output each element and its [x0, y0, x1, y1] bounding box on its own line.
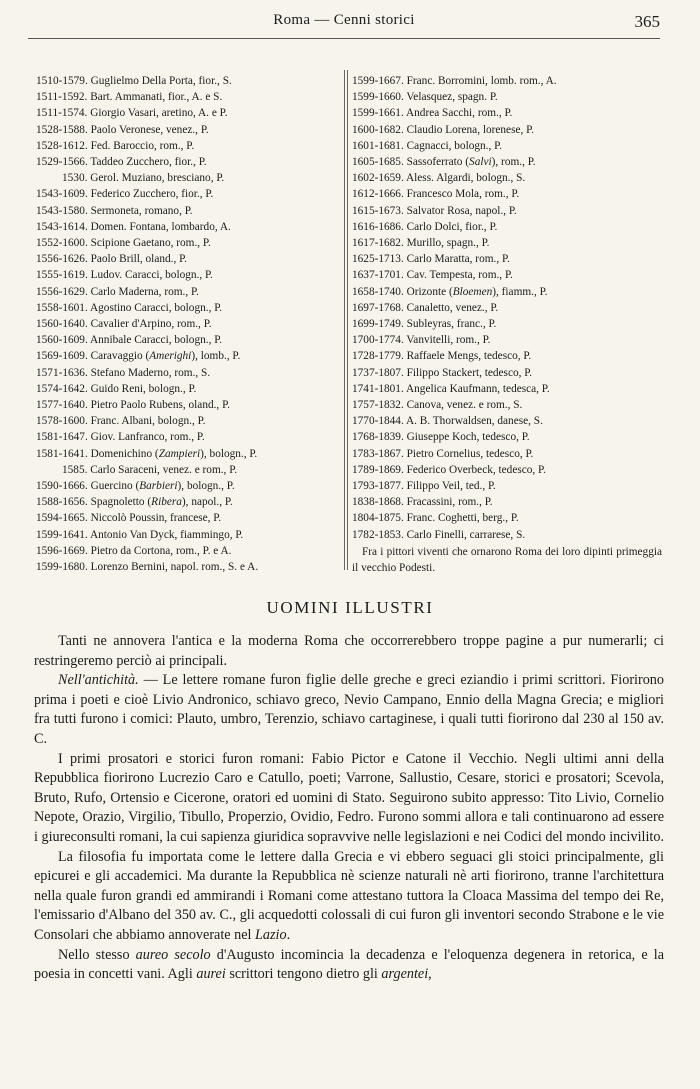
artist-entry	[352, 154, 662, 170]
artist-years: 1768-1839.	[352, 431, 404, 444]
artist-name: Ludov. Caracci, bologn., P.	[90, 269, 213, 282]
artist-years: 1556-1626.	[36, 253, 88, 266]
artist-name: Spagnoletto (Ribera), napol., P.	[90, 496, 233, 509]
artist-entry	[36, 267, 341, 283]
artist-name: Carlo Saraceni, venez. e rom., P.	[90, 463, 238, 476]
artist-entry	[36, 186, 341, 202]
artist-entry	[36, 348, 341, 364]
artist-entry	[36, 429, 341, 445]
artist-name: Sassoferrato (Salvi), rom., P.	[406, 156, 536, 169]
artist-entry	[36, 397, 341, 413]
artist-years: 1700-1774.	[352, 334, 404, 347]
artist-years: 1804-1875.	[352, 512, 404, 525]
paragraph: I primi prosatori e storici furon romani: Fabio Pictor e Catone il Vecchio. Negli ultimi anni della Repubblica fiorirono Lucrezio Caro e Catullo, poeti; Varrone, Sallustio, Cesare, storici e prosatori; Scevola, Bruto, Rufo, Ortensio e Cicerone, oratori ed uomini di Stato. Seguirono subito appresso: Tito Livio, Cornelio Nepote, Orazio, Virgilio, Tibullo, Properzio, Ovidio, Fedro. Furono sommi allora e tali continuarono ad essere i giureconsulti romani, la cui sapienza giuridica sopravvive nelle legislazioni e nei Codici del mondo incivilito.	[34, 750, 664, 845]
artist-years: 1757-1832.	[352, 399, 404, 412]
artist-name: Gerol. Muziano, bresciano, P.	[90, 172, 225, 185]
artist-name: Guercino (Barbieri), bologn., P.	[90, 480, 235, 493]
artist-years: 1599-1680.	[36, 561, 88, 574]
page-number: 365	[634, 12, 660, 31]
artist-entry	[352, 251, 662, 267]
artist-entry	[352, 73, 662, 89]
paragraph: Nell'antichità. — Le lettere romane furon figlie delle greche e greci eziandio i primi scrittori. Fiorirono prima i poeti e cioè Livio Andronico, schiavo greco, Nevio Campano, Ennio della Magna Grecia; e migliori fra tutti furono i comici: Plauto, umbro, Terenzio, schiavo cartaginese, i quali tutti fiorirono dal 230 al 150 av. C.	[34, 672, 664, 747]
artist-years: 1511-1592.	[36, 91, 88, 104]
artist-years: 1511-1574.	[36, 107, 88, 120]
artist-years: 1616-1686.	[352, 220, 404, 233]
artist-name: Francesco Mola, rom., P.	[406, 188, 520, 201]
artist-entry	[36, 219, 341, 235]
artist-years: 1615-1673.	[352, 204, 404, 217]
artist-name: Agostino Caracci, bologn., P.	[89, 301, 223, 314]
column-divider	[347, 70, 348, 570]
artist-name: Filippo Veil, ted., P.	[406, 480, 496, 493]
living-painters-note: Fra i pittori viventi che ornarono Roma dei loro dipinti primeggia il vecchio Podesti.	[352, 545, 662, 575]
artist-entry	[36, 381, 341, 397]
artist-name: Niccolò Poussin, francese, P.	[90, 512, 222, 525]
artist-name: Andrea Sacchi, rom., P.	[405, 107, 513, 120]
artist-years: 1528-1588.	[36, 123, 88, 136]
artist-name: Paolo Brill, oland., P.	[90, 253, 187, 266]
artist-years: 1581-1641.	[36, 447, 88, 460]
artist-years: 1793-1877.	[352, 480, 404, 493]
artist-entry	[352, 397, 662, 413]
artist-entry	[36, 527, 341, 543]
artist-years: 1658-1740.	[352, 285, 404, 298]
paragraph: Nello stesso aureo secolo d'Augusto incomincia la decadenza e l'eloquenza degenera in retorica, e la poesia in concetti vani. Agli aurei scrittori tengono dietro gli argentei,	[34, 946, 664, 983]
artist-name: Raffaele Mengs, tedesco, P.	[406, 350, 532, 363]
artist-entry	[36, 462, 341, 478]
artist-years: 1596-1669.	[36, 544, 88, 557]
artist-name: Pietro Paolo Rubens, oland., P.	[90, 399, 230, 412]
artist-entry	[36, 559, 341, 575]
artist-years: 1581-1647.	[36, 431, 88, 444]
artist-name: Giov. Lanfranco, rom., P.	[90, 431, 205, 444]
artist-years: 1552-1600.	[36, 237, 88, 250]
artist-name: Stefano Maderno, rom., S.	[90, 366, 211, 379]
artist-entry	[36, 543, 341, 559]
artist-name: Lorenzo Bernini, napol. rom., S. e A.	[90, 561, 259, 574]
artist-years: 1782-1853.	[352, 528, 404, 541]
artist-name: Filippo Stackert, tedesco, P.	[406, 366, 533, 379]
artist-years: 1602-1659.	[352, 172, 404, 185]
artist-entry	[352, 284, 662, 300]
artist-years: 1528-1612.	[36, 139, 88, 152]
artist-entry	[352, 446, 662, 462]
artist-years: 1770-1844.	[352, 415, 404, 428]
artist-name: Caravaggio (Amerighi), lomb., P.	[90, 350, 241, 363]
artist-entry	[352, 462, 662, 478]
artist-name: Annibale Caracci, bologn., P.	[89, 334, 223, 347]
artist-name: Canova, venez. e rom., S.	[406, 399, 523, 412]
artist-name: Bart. Ammanati, fior., A. e S.	[90, 91, 223, 104]
artist-entry	[352, 219, 662, 235]
artist-name: Cavalier d'Arpino, rom., P.	[90, 318, 212, 331]
artist-name: Franc. Borromini, lomb. rom., A.	[406, 75, 557, 87]
artist-name: Murillo, spagn., P.	[406, 237, 490, 250]
artist-entry	[352, 316, 662, 332]
artist-years: 1560-1609.	[36, 334, 88, 347]
artist-name: Carlo Maderna, rom., P.	[90, 285, 199, 298]
artist-name: Guido Reni, bologn., P.	[90, 382, 197, 395]
artist-name: Domenichino (Zampieri), bologn., P.	[90, 447, 258, 460]
artist-name: Claudio Lorena, lorenese, P.	[406, 123, 534, 136]
artist-name: Fed. Baroccio, rom., P.	[90, 139, 195, 152]
artist-entry	[352, 138, 662, 154]
artist-years: 1737-1807.	[352, 366, 404, 379]
artist-years: 1585.	[62, 463, 88, 476]
artist-entry	[352, 235, 662, 251]
artist-entry	[352, 89, 662, 105]
artist-name: Franc. Albani, bologn., P.	[90, 415, 206, 428]
artist-years: 1578-1600.	[36, 415, 88, 428]
artist-list-left	[36, 73, 341, 575]
artist-years: 1590-1666.	[36, 480, 88, 493]
artist-entry	[36, 73, 341, 89]
artist-entry	[352, 203, 662, 219]
artist-entry	[36, 251, 341, 267]
artist-entry	[352, 105, 662, 121]
running-header	[28, 10, 660, 39]
artist-name: Pietro Cornelius, tedesco, P.	[406, 447, 534, 460]
artist-years: 1605-1685.	[352, 156, 404, 169]
artist-entry	[352, 413, 662, 429]
artist-entry	[36, 510, 341, 526]
artist-name: Sermoneta, romano, P.	[90, 204, 193, 217]
artist-years: 1697-1768.	[352, 301, 404, 314]
artist-years: 1574-1642.	[36, 382, 88, 395]
running-title: Roma — Cenni storici	[273, 12, 415, 28]
artist-name: Velasquez, spagn. P.	[406, 91, 498, 104]
artist-entry	[352, 300, 662, 316]
artist-entry	[352, 365, 662, 381]
artist-name: Antonio Van Dyck, fiammingo, P.	[89, 528, 244, 541]
artist-entry	[352, 170, 662, 186]
artist-entry	[36, 154, 341, 170]
artist-entry	[36, 235, 341, 251]
artist-years: 1594-1665.	[36, 512, 88, 525]
artist-name: A. B. Thorwaldsen, danese, S.	[405, 415, 543, 428]
artist-entry	[352, 429, 662, 445]
artist-name: Franc. Coghetti, berg., P.	[406, 512, 519, 525]
artist-years: 1599-1667.	[352, 75, 404, 87]
artist-name: Giuseppe Koch, tedesco, P.	[406, 431, 530, 444]
artist-entry	[352, 122, 662, 138]
artist-name: Federico Zucchero, fior., P.	[90, 188, 214, 201]
artist-years: 1529-1566.	[36, 156, 88, 169]
artist-years: 1599-1660.	[352, 91, 404, 104]
artist-years: 1510-1579.	[36, 75, 88, 87]
artist-years: 1569-1609.	[36, 350, 88, 363]
artist-years: 1571-1636.	[36, 366, 88, 379]
artist-name: Scipione Gaetano, rom., P.	[90, 237, 211, 250]
artist-list-right	[352, 73, 662, 543]
artist-years: 1699-1749.	[352, 318, 404, 331]
artist-years: 1601-1681.	[352, 139, 404, 152]
artist-years: 1599-1661.	[352, 107, 404, 120]
artist-entry	[352, 267, 662, 283]
artist-entry	[352, 332, 662, 348]
section-title: UOMINI ILLUSTRI	[266, 598, 434, 617]
artist-entry	[352, 510, 662, 526]
artist-entry	[36, 332, 341, 348]
artist-name: Aless. Algardi, bologn., S.	[405, 172, 526, 185]
artist-entry	[352, 527, 662, 543]
artist-name: Cagnacci, bologn., P.	[406, 139, 502, 152]
artist-years: 1560-1640.	[36, 318, 88, 331]
artist-entry	[36, 284, 341, 300]
artist-years: 1612-1666.	[352, 188, 404, 201]
artist-entry	[36, 365, 341, 381]
artist-name: Cav. Tempesta, rom., P.	[406, 269, 513, 282]
artist-years: 1625-1713.	[352, 253, 404, 266]
artist-entry	[36, 203, 341, 219]
artist-name: Giorgio Vasari, aretino, A. e P.	[90, 107, 228, 120]
artist-name: Guglielmo Della Porta, fior., S.	[90, 75, 232, 87]
artist-years: 1728-1779.	[352, 350, 404, 363]
artist-name: Fracassini, rom., P.	[406, 496, 493, 509]
artist-entry	[36, 316, 341, 332]
artist-entry	[352, 494, 662, 510]
artist-years: 1558-1601.	[36, 301, 88, 314]
artist-entry	[36, 413, 341, 429]
artist-years: 1600-1682.	[352, 123, 404, 136]
artist-years: 1637-1701.	[352, 269, 404, 282]
artist-years: 1838-1868.	[352, 496, 404, 509]
column-divider	[344, 70, 345, 570]
artist-entry	[352, 478, 662, 494]
artist-entry	[36, 300, 341, 316]
artist-entry	[36, 478, 341, 494]
artist-entry	[36, 89, 341, 105]
artist-name: Salvator Rosa, napol., P.	[406, 204, 517, 217]
artist-name: Pietro da Cortona, rom., P. e A.	[90, 544, 232, 557]
paragraph: Tanti ne annovera l'antica e la moderna Roma che occorrerebbero troppe pagine a pur numerarli; ci restringeremo perciò ai principali.	[34, 633, 664, 669]
artist-entry	[352, 381, 662, 397]
artist-entry	[36, 122, 341, 138]
artist-entry	[36, 138, 341, 154]
artist-years: 1588-1656.	[36, 496, 88, 509]
artist-years: 1555-1619.	[36, 269, 88, 282]
artist-name: Subleyras, franc., P.	[406, 318, 497, 331]
artist-list-right-wrap	[352, 73, 662, 576]
artist-name: Domen. Fontana, lombardo, A.	[90, 220, 231, 233]
artist-entry	[352, 348, 662, 364]
artist-name: Paolo Veronese, venez., P.	[90, 123, 209, 136]
artist-years: 1741-1801.	[352, 382, 404, 395]
artist-entry	[36, 170, 341, 186]
artist-name: Canaletto, venez., P.	[406, 301, 499, 314]
artist-years: 1789-1869.	[352, 463, 404, 476]
artist-entry	[352, 186, 662, 202]
artist-name: Carlo Dolci, fior., P.	[406, 220, 498, 233]
artist-years: 1556-1629.	[36, 285, 88, 298]
artist-entry	[36, 105, 341, 121]
paragraph: La filosofia fu importata come le lettere dalla Grecia e vi ebbero seguaci gli stoici principalmente, gli epicurei e gli accademici. Ma durante la Repubblica nè scienze naturali nè arti fiorirono, tranne l'architettura nella quale furon grandi ed ammirandi i Romani come attestano tuttora la Cloaca Massima del tempo dei Re, l'emissario d'Albano del 350 av. C., gli acquedotti colossali di cui furon gli inventori secondo Strabone e le vie Consolari che abbiamo annoverate nel Lazio.	[34, 848, 664, 943]
artist-name: Federico Overbeck, tedesco, P.	[406, 463, 546, 476]
artist-name: Carlo Finelli, carrarese, S.	[406, 528, 526, 541]
artist-name: Vanvitelli, rom., P.	[406, 334, 491, 347]
artist-years: 1599-1641.	[36, 528, 88, 541]
artist-entry	[36, 446, 341, 462]
artist-name: Taddeo Zucchero, fior., P.	[90, 156, 207, 169]
artist-years: 1530.	[62, 172, 88, 185]
artist-years: 1543-1614.	[36, 220, 88, 233]
artist-name: Orizonte (Bloemen), fiamm., P.	[406, 285, 548, 298]
artist-years: 1617-1682.	[352, 237, 404, 250]
artist-entry	[36, 494, 341, 510]
body-text	[34, 632, 664, 985]
artist-name: Angelica Kaufmann, tedesca, P.	[405, 382, 550, 395]
artist-years: 1543-1580.	[36, 204, 88, 217]
artist-years: 1783-1867.	[352, 447, 404, 460]
artist-years: 1543-1609.	[36, 188, 88, 201]
artist-name: Carlo Maratta, rom., P.	[406, 253, 510, 266]
artist-years: 1577-1640.	[36, 399, 88, 412]
